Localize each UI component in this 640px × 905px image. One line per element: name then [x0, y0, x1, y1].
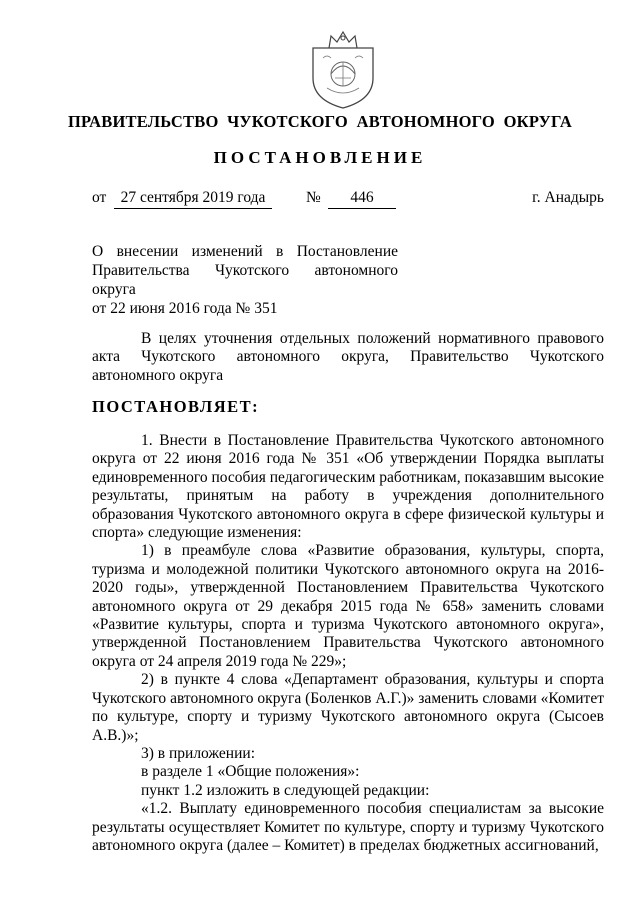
- body-paragraph: 1) в преамбуле слова «Развитие образования, культуры, спорта, туризма и молодежной политики Чукотского автономного округа на 2016-2020 годы», утвержденной Постановлением Правительства Чукотского автономного округа от 29 декабря 2015 года № 658» заменить словами «Развитие культуры, спорта и туризма Чукотского автономного округа», утвержденной Постановлением Правительства Чукотского автономного округа от 24 апреля 2019 года № 229»;: [92, 542, 604, 670]
- document-city: г. Анадырь: [532, 189, 604, 206]
- body-paragraph: в разделе 1 «Общие положения»:: [141, 763, 360, 781]
- body-paragraph: 1. Внести в Постановление Правительства Чукотского автономного округа от 22 июня 2016 года № 351 «Об утверждении Порядка выплаты единовременного пособия педагогическим работникам, показавшим высокие результаты, принятым на работу в учреждения дополнительного образования Чукотского автономного округа в сфере физической культуры и спорта» следующие изменения:: [92, 432, 604, 542]
- body-paragraph: 2) в пункте 4 слова «Департамент образования, культуры и спорта Чукотского автономного округа (Боленков А.Г.)» заменить словами «Комитет по культуре, спорту и туризму Чукотского автономного округа (Сысоев А.В.)»;: [92, 671, 604, 744]
- document-number: 446: [328, 189, 396, 209]
- preamble: [92, 330, 604, 385]
- date-prefix: от: [92, 189, 107, 206]
- document-date: 27 сентября 2019 года: [114, 189, 272, 209]
- subject-line: Правительства Чукотского автономного округа: [92, 262, 398, 298]
- document-meta: [92, 189, 604, 211]
- document-type: ПОСТАНОВЛЕНИЕ: [213, 148, 427, 167]
- coat-of-arms-icon: [307, 28, 379, 110]
- subject-line: от 22 июня 2016 года № 351: [92, 300, 278, 317]
- document-subject: [92, 242, 398, 318]
- document-body: [92, 432, 604, 855]
- body-paragraph: «1.2. Выплату единовременного пособия специалистам за высокие результаты осуществляет Комитет по культуре, спорту и туризму Чукотского автономного округа (далее – Комитет) в пределах бюджетных ассигнований,: [92, 800, 604, 854]
- subject-line: О внесении изменений в Постановление: [92, 243, 398, 260]
- resolve-label: ПОСТАНОВЛЯЕТ:: [92, 397, 260, 416]
- preamble-text: В целях уточнения отдельных положений нормативного правового акта Чукотского автономного округа, Правительство Чукотского автономного округа: [92, 330, 604, 384]
- organization-title: ПРАВИТЕЛЬСТВО ЧУКОТСКОГО АВТОНОМНОГО ОКРУГА: [67, 112, 573, 131]
- body-paragraph: 3) в приложении:: [141, 744, 255, 762]
- body-paragraph: пункт 1.2 изложить в следующей редакции:: [141, 781, 430, 799]
- number-prefix: №: [306, 189, 321, 206]
